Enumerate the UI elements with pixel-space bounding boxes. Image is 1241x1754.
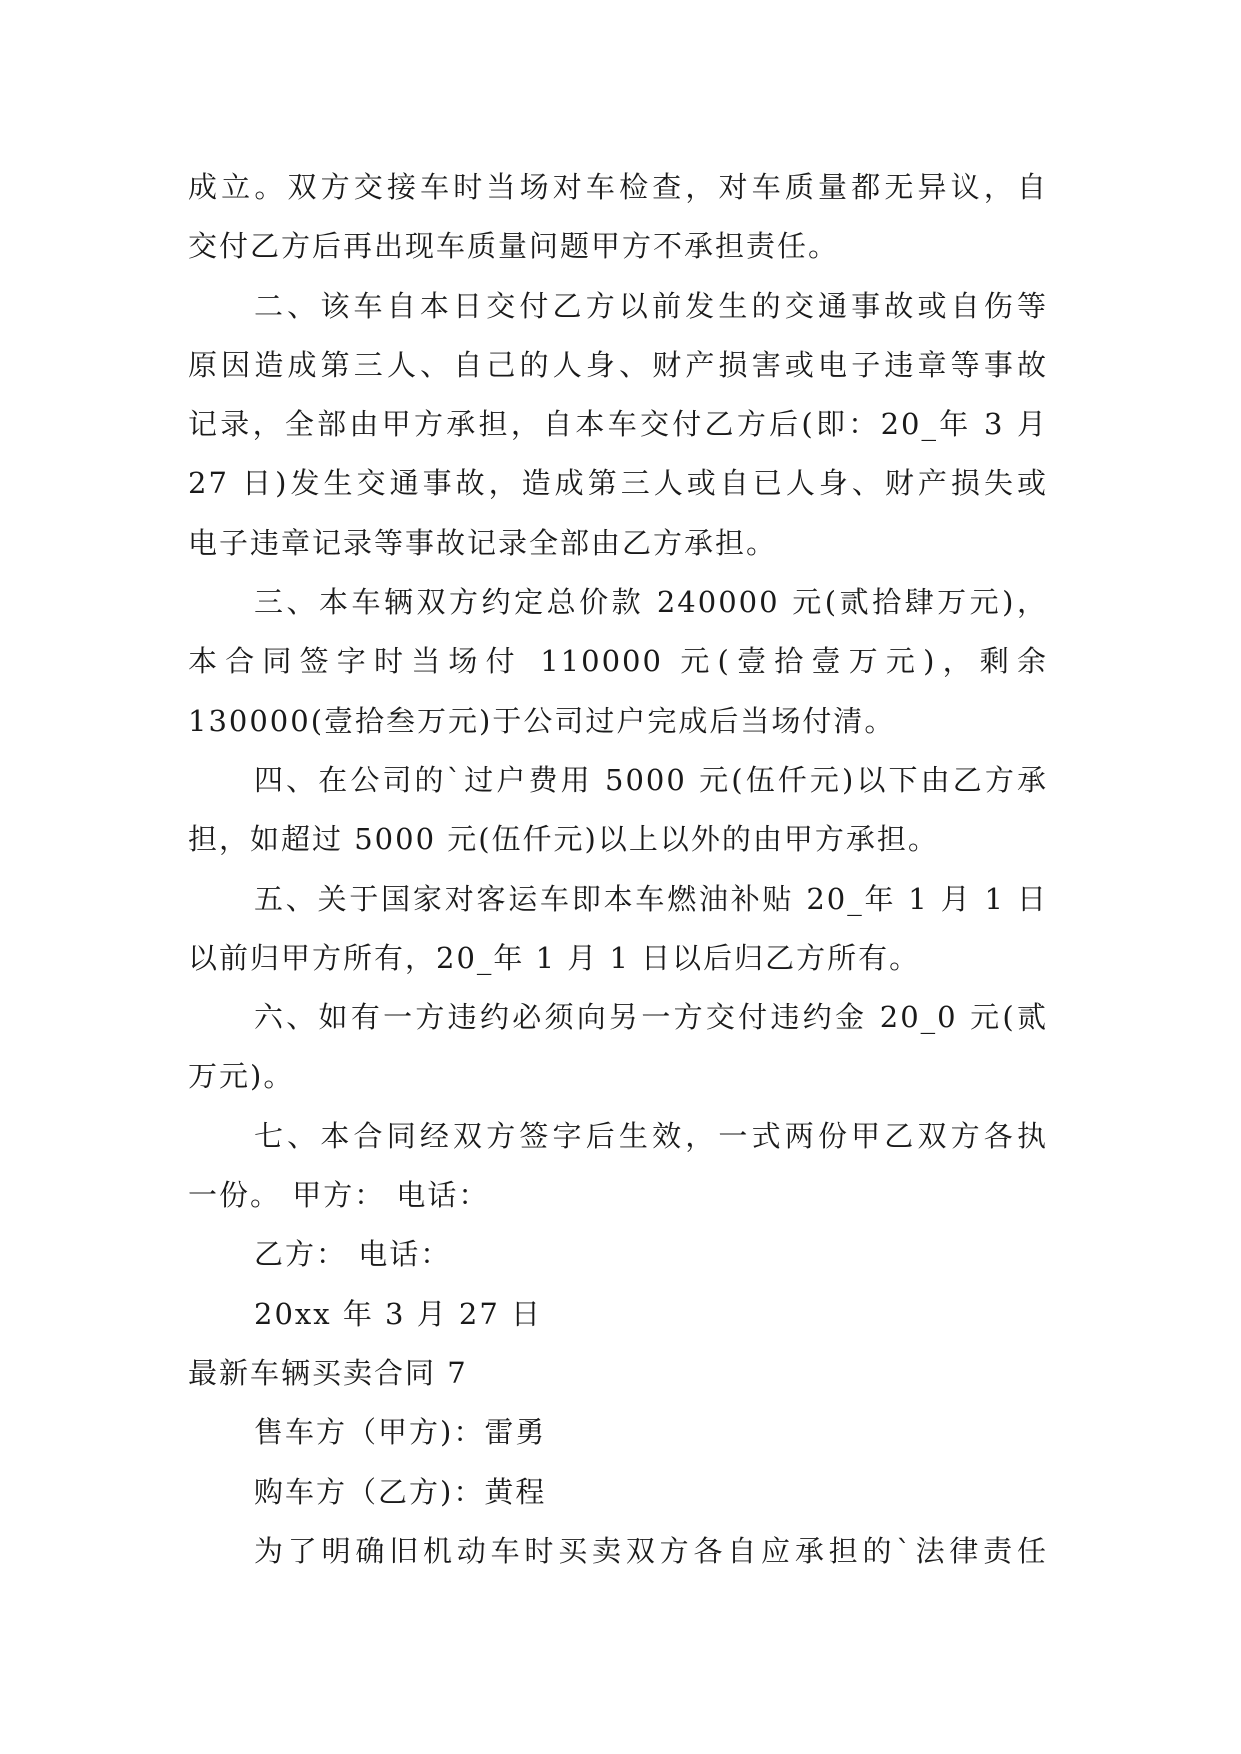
- paragraph-line: 原因造成第三人、自己的人身、财产损害或电子违章等事故: [188, 347, 1048, 382]
- paragraph-line: 交付乙方后再出现车质量问题甲方不承担责任。: [188, 229, 840, 264]
- clause-2-line: 二、该车自本日交付乙方以前发生的交通事故或自伤等: [254, 288, 1048, 323]
- clause-5-line: 五、关于国家对客运车即本车燃油补贴 20_年 1 月 1 日: [254, 881, 1048, 916]
- paragraph-line: 27 日)发生交通事故，造成第三人或自已人身、财产损失或: [188, 466, 1048, 501]
- signature-party-b-line: 乙方： 电话：: [254, 1237, 452, 1272]
- clause-7-line: 七、本合同经双方签字后生效，一式两份甲乙双方各执: [254, 1118, 1048, 1153]
- paragraph-line: 成立。双方交接车时当场对车检查，对车质量都无异议，自: [188, 170, 1048, 204]
- document-body: [188, 158, 1048, 1581]
- paragraph-line: 万元)。: [188, 1059, 295, 1094]
- paragraph-line: 130000(壹拾叁万元)于公司过户完成后当场付清。: [188, 703, 896, 738]
- paragraph-line: 本合同签字时当场付 110000 元(壹拾壹万元)，剩余: [188, 644, 1048, 679]
- section-heading: 最新车辆买卖合同 7: [188, 1355, 468, 1390]
- clause-4-line: 四、在公司的`过户费用 5000 元(伍仟元)以下由乙方承: [254, 762, 1048, 797]
- clause-3-line: 三、本车辆双方约定总价款 240000 元(贰拾肆万元)，: [254, 585, 1048, 620]
- preamble-line: 为了明确旧机动车时买卖双方各自应承担的`法律责任: [254, 1533, 1048, 1568]
- paragraph-line: 记录，全部由甲方承担，自本车交付乙方后(即：20_年 3 月: [188, 407, 1048, 442]
- signature-party-a-line: 一份。 甲方： 电话：: [188, 1178, 490, 1213]
- paragraph-line: 以前归甲方所有，20_年 1 月 1 日以后归乙方所有。: [188, 940, 921, 975]
- seller-line: 售车方（甲方)：雷勇: [254, 1415, 547, 1450]
- paragraph-line: 电子违章记录等事故记录全部由乙方承担。: [188, 525, 778, 560]
- buyer-line: 购车方（乙方)：黄程: [254, 1474, 547, 1509]
- clause-6-line: 六、如有一方违约必须向另一方交付违约金 20_0 元(贰: [254, 1000, 1048, 1035]
- date-line: 20xx 年 3 月 27 日: [254, 1296, 543, 1331]
- paragraph-line: 担，如超过 5000 元(伍仟元)以上以外的由甲方承担。: [188, 822, 939, 857]
